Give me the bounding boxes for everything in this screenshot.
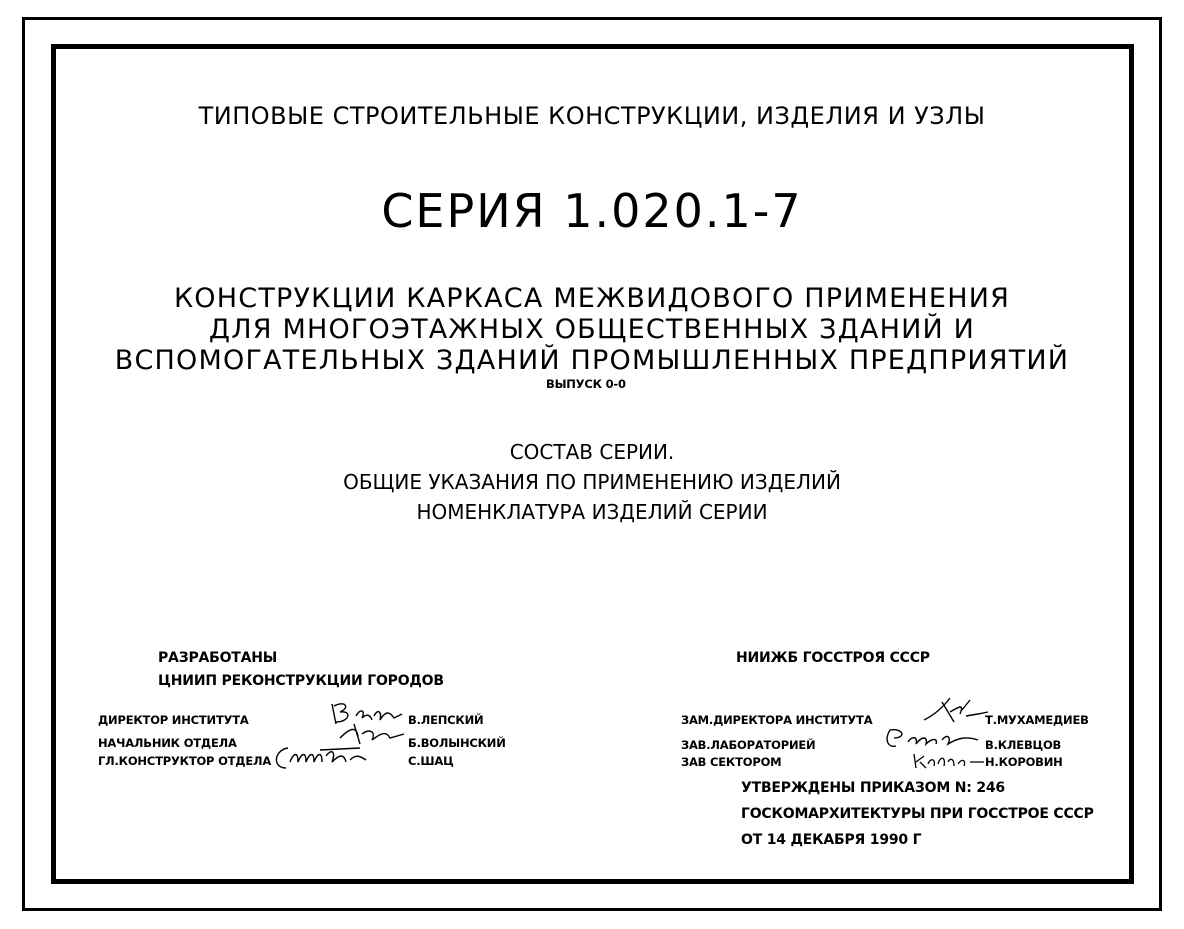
approval-line-2: ГОСКОМАРХИТЕКТУРЫ ПРИ ГОССТРОЕ СССР bbox=[741, 806, 1094, 822]
contents-line-1: СОСТАВ СЕРИИ. bbox=[509, 440, 675, 464]
signature-klevtsov bbox=[882, 726, 982, 752]
category-heading: ТИПОВЫЕ СТРОИТЕЛЬНЫЕ КОНСТРУКЦИИ, ИЗДЕЛИЯ И УЗЛЫ bbox=[198, 102, 986, 130]
right-role-1: ЗАМ.ДИРЕКТОРА ИНСТИТУТА bbox=[681, 713, 873, 727]
contents-line-3: НОМЕНКЛАТУРА ИЗДЕЛИЙ СЕРИИ bbox=[416, 500, 768, 524]
right-name-1: Т.МУХАМЕДИЕВ bbox=[985, 713, 1089, 727]
left-role-1: ДИРЕКТОР ИНСТИТУТА bbox=[98, 713, 249, 727]
title-line-2: ДЛЯ МНОГОЭТАЖНЫХ ОБЩЕСТВЕННЫХ ЗДАНИЙ И bbox=[208, 314, 976, 345]
left-role-3: ГЛ.КОНСТРУКТОР ОТДЕЛА bbox=[98, 754, 272, 768]
signature-shats bbox=[270, 742, 370, 774]
developer-left-org: ЦНИИП РЕКОНСТРУКЦИИ ГОРОДОВ bbox=[158, 673, 444, 689]
signature-korovin bbox=[910, 750, 986, 772]
developer-right-org: НИИЖБ ГОССТРОЯ СССР bbox=[736, 650, 930, 666]
approval-line-1: УТВЕРЖДЕНЫ ПРИКАЗОМ N: 246 bbox=[741, 780, 1005, 796]
right-name-2: В.КЛЕВЦОВ bbox=[985, 738, 1062, 752]
right-role-3: ЗАВ СЕКТОРОМ bbox=[681, 755, 782, 769]
approval-line-3: ОТ 14 ДЕКАБРЯ 1990 Г bbox=[741, 832, 922, 848]
left-name-2: Б.ВОЛЫНСКИЙ bbox=[408, 736, 506, 750]
title-line-1: КОНСТРУКЦИИ КАРКАСА МЕЖВИДОВОГО ПРИМЕНЕНИЯ bbox=[173, 283, 1011, 314]
right-name-3: Н.КОРОВИН bbox=[985, 755, 1063, 769]
right-role-2: ЗАВ.ЛАБОРАТОРИЕЙ bbox=[681, 738, 816, 752]
left-role-2: НАЧАЛЬНИК ОТДЕЛА bbox=[98, 736, 237, 750]
signature-mukhamediev bbox=[920, 696, 992, 726]
title-line-3: ВСПОМОГАТЕЛЬНЫХ ЗДАНИЙ ПРОМЫШЛЕННЫХ ПРЕДПРИЯТИЙ bbox=[114, 345, 1070, 376]
developed-label: РАЗРАБОТАНЫ bbox=[158, 650, 278, 666]
left-name-3: С.ШАЦ bbox=[408, 754, 454, 768]
contents-line-2: ОБЩИЕ УКАЗАНИЯ ПО ПРИМЕНЕНИЮ ИЗДЕЛИЙ bbox=[343, 470, 841, 494]
issue-number: ВЫПУСК 0-0 bbox=[546, 377, 626, 391]
left-name-1: В.ЛЕПСКИЙ bbox=[408, 713, 484, 727]
series-title: СЕРИЯ 1.020.1-7 bbox=[381, 184, 803, 238]
